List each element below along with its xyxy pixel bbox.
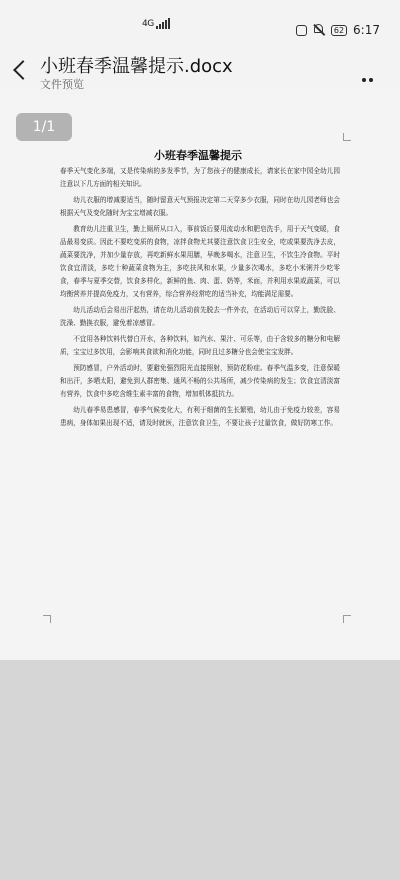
paragraph: 不宜用各种饮料代替白开水，各种饮料，如汽水、果汁、可乐等，由于含较多的糖分和电解质，宝宝过多饮用，会影响其食欲和消化功能，同时且过多糖分也会使宝宝发胖。 bbox=[60, 335, 340, 356]
crop-mark bbox=[343, 615, 351, 623]
status-bar bbox=[0, 0, 400, 40]
paragraph: 幼儿春季易患感冒，春季气候变化大，有利于细菌的生长繁殖，幼儿由于免疫力较差，容易患病，身体如果出现不适，请及时就医，注意饮食卫生，不要让孩子过量饮食，做好防寒工作。 bbox=[60, 406, 340, 427]
nfc-icon bbox=[296, 25, 307, 36]
paragraph: 预防感冒，户外活动时，要避免强烈阳光直接照射，预防花粉症。春季气温多变，注意保暖和出汗，多晒太阳，避免到人群密集、通风不畅的公共场所，减少传染病的发生；饮食宜清淡富有营养，饮食中多吃含维生素丰富的食物，增加机体抵抗力。 bbox=[60, 364, 340, 398]
document-body bbox=[60, 165, 340, 433]
paragraph: 春季天气变化多端，又是传染病的多发季节，为了您孩子的健康成长，请家长在家中园全幼儿园注意以下几方面的相关知识。 bbox=[60, 167, 340, 188]
crop-mark bbox=[343, 133, 351, 141]
battery-icon: 62 bbox=[331, 25, 347, 36]
network-type: 4G bbox=[142, 19, 154, 29]
document-viewer[interactable] bbox=[0, 95, 400, 660]
signal-icon bbox=[156, 18, 171, 29]
mute-icon bbox=[313, 24, 325, 36]
app-header bbox=[0, 40, 400, 95]
paragraph: 幼儿活动后会易出汗起热，请在幼儿活动前先脱去一件外衣，在活动后可以穿上，勤洗脸、洗澡、勤换衣服，避免着凉感冒。 bbox=[60, 306, 340, 327]
document-filename: 小班春季温馨提示.docx bbox=[40, 56, 233, 77]
document-title: 小班春季温馨提示 bbox=[154, 149, 242, 162]
page-indicator: 1/1 bbox=[16, 113, 72, 141]
paragraph: 幼儿衣服的增减要适当，随时留意天气预报决定第二天穿多少衣服，同时在幼儿园老师也会根据天气及变化随时为宝宝增减衣服。 bbox=[60, 196, 340, 217]
paragraph: 教育幼儿注重卫生，勤上厕所从口入，事前饭后要用流动水和肥皂洗手，用于天气变暖，食品最易变质。因此不要吃变质的食物，凉拌食物尤其要注意饮食卫生安全，吃或果要洗净去皮，蔬菜要洗净，并加少量存放，再吃新鲜水果用膳，早晚多喝水，注意卫生，不饮生冷食物。平时饮食宜清淡，多吃十种蔬菜食物为主，多吃扶风和水果，少量多次喝水，多吃小米粥并少吃零食，春季与夏季交替，饮食多样化，新鲜的鱼、肉、蛋、奶等，米面，并利用水果或蔬菜，可以均衡营养并提高免疫力，又有营养，综合营养经常吃的适当补充，均能满足需要。 bbox=[60, 225, 340, 298]
crop-mark bbox=[43, 615, 51, 623]
back-arrow-icon[interactable] bbox=[10, 60, 30, 80]
more-options-icon[interactable] bbox=[362, 67, 382, 73]
clock: 6:17 bbox=[353, 23, 380, 37]
signal-indicator bbox=[142, 18, 171, 29]
document-page bbox=[43, 133, 351, 623]
header-subtitle: 文件预览 bbox=[40, 78, 84, 91]
